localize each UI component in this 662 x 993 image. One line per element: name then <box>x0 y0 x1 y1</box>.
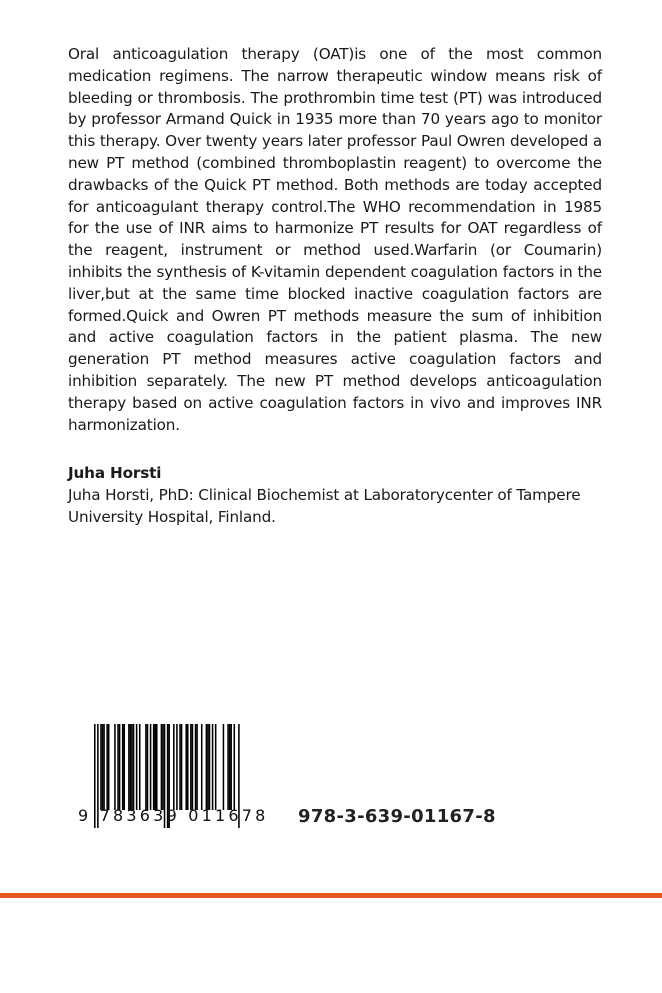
author-name: Juha Horsti <box>68 464 162 482</box>
accent-rule <box>0 893 662 898</box>
author-section <box>68 463 608 528</box>
back-cover-description: Oral anticoagulation therapy (OAT)is one of the most common medication regimens. The narrow therapeutic window means risk of bleeding or thrombosis. The prothrombin time test (PT) was introduced by professor Armand Quick in 1935 more than 70 years ago to monitor this therapy. Over twenty years later professor Paul Owren developed a new PT method (combined thromboplastin reagent) to overcome the drawbacks of the Quick PT method. Both methods are today accepted for anticoagulant therapy control.The WHO recommendation in 1985 for the use of INR aims to harmonize PT results for OAT regardless of the reagent, instrument or method used.Warfarin (or Coumarin) inhibits the synthesis of K-vitamin dependent coagulation factors in the liver,but at the same time blocked inactive coagulation factors are formed.Quick and Owren PT methods measure the sum of inhibition and active coagulation factors in the patient plasma. The new generation PT method measures active coagulation factors and inhibition separately. The new PT method develops anticoagulation therapy based on active coagulation factors in vivo and improves INR harmonization. <box>68 45 602 434</box>
barcode-digits: 9 783639 011678 <box>78 806 269 825</box>
isbn-number: 978-3-639-01167-8 <box>298 806 496 827</box>
author-bio: Juha Horsti, PhD: Clinical Biochemist at Laboratorycenter of Tampere University Hospital, Finland. <box>68 485 581 526</box>
